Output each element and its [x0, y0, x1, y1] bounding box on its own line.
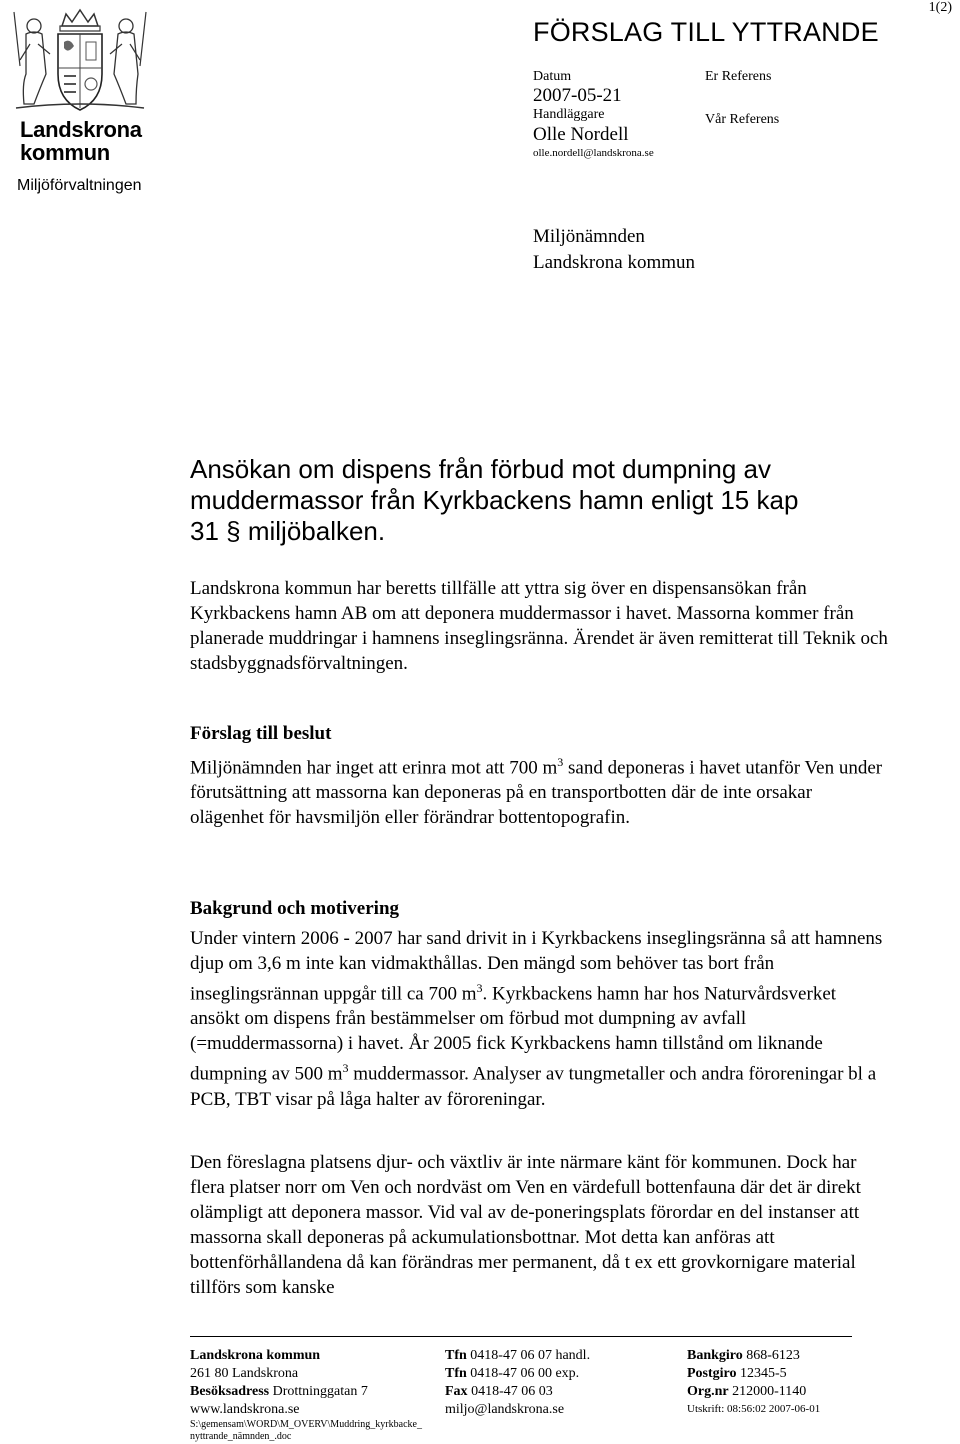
document-type-heading: FÖRSLAG TILL YTTRANDE	[533, 17, 879, 47]
var-referens-label: Vår Referens	[705, 112, 780, 127]
footer-visiting-address	[190, 1383, 440, 1401]
handlaggare-email: olle.nordell@landskrona.se	[533, 147, 654, 159]
footer-bankgiro-label: Bankgiro	[687, 1348, 743, 1363]
footer-fax	[445, 1383, 675, 1401]
bakgrund-text-c: muddermassor. Analyser av tungmetaller och andra föroreningar bl a PCB, TBT visar på låga halter av föroreningar.	[190, 1063, 877, 1110]
coat-of-arms-icon	[4, 4, 156, 116]
logo-line-2: kommun	[20, 140, 110, 165]
logo-text	[20, 118, 160, 164]
bakgrund-text-b: . Kyrkbackens hamn har hos Naturvårdsverket ansökt om dispens från bestämmelser om förbud mot dumpning av avfall (=muddermassorna) i havet. År 2005 fick Kyrkbackens hamn tillstånd om liknande dumpning av 500 m	[190, 983, 837, 1085]
footer-orgnr-label: Org.nr	[687, 1384, 729, 1399]
bakgrund-paragraph-1	[190, 926, 890, 1112]
footer-email-link[interactable]: miljo@landskrona.se	[445, 1402, 565, 1417]
footer-contact-column	[445, 1347, 675, 1419]
title-line-2: muddermassor från Kyrkbackens hamn enligt 15 kap	[190, 485, 799, 515]
title-line-1: Ansökan om dispens från förbud mot dumpning av	[190, 454, 772, 484]
footer-org-name: Landskrona kommun	[190, 1348, 321, 1363]
footer-website-link[interactable]: www.landskrona.se	[190, 1402, 300, 1417]
footer-orgnr	[687, 1383, 887, 1401]
footer-file-path-2: nyttrande_nämnden_.doc	[190, 1431, 292, 1442]
footer-phone-2	[445, 1365, 675, 1383]
department-name: Miljöförvaltningen	[17, 177, 142, 194]
footer-divider	[190, 1336, 852, 1337]
footer-postgiro-value: 12345-5	[736, 1366, 787, 1381]
recipient	[533, 224, 695, 276]
bakgrund-paragraph-2: Den föreslagna platsens djur- och växtliv är inte närmare känt för kommunen. Dock har flera platser norr om Ven och nordväst om Ven en värdefull bottenfauna där det är direkt olämpligt att deponera massor. Vid val av de-poneringsplats förordar en del instanser att massorna skall deponeras på ackumulationsbottnar. Mot detta kan anföras att bottenförhållandena då kan förändras mer permanent, då t ex ett grovkornigare material tillförs som kanske	[190, 1152, 861, 1298]
bakgrund-sup-b: 3	[342, 1061, 349, 1076]
footer-phone-1	[445, 1347, 675, 1365]
recipient-line-2: Landskrona kommun	[533, 252, 696, 273]
footer-besok-label: Besöksadress	[190, 1384, 270, 1399]
recipient-line-1: Miljönämnden	[533, 226, 645, 247]
page-number: 1(2)	[928, 0, 952, 15]
footer-orgnr-value: 212000-1140	[728, 1384, 807, 1399]
footer-postgiro-label: Postgiro	[687, 1366, 737, 1381]
footer-tfn-value-2: 0418-47 06 00 exp.	[466, 1366, 580, 1381]
footer-bankgiro-value: 868-6123	[742, 1348, 800, 1363]
logo-line-1: Landskrona	[20, 117, 142, 142]
intro-paragraph: Landskrona kommun har beretts tillfälle att yttra sig över en dispensansökan från Kyrkbackens hamn AB om att deponera muddermassor i havet. Massorna kommer från planerade muddringar i hamnens inseglingsränna. Ärendet är även remitterat till Teknik och stadsbyggnadsförvaltningen.	[190, 578, 888, 674]
footer-tfn-label-1: Tfn	[445, 1348, 467, 1363]
bakgrund-sup-a: 3	[476, 981, 483, 995]
forslag-sup: 3	[557, 755, 564, 769]
coat-of-arms-logo	[4, 4, 156, 116]
datum-label: Datum	[533, 69, 572, 84]
footer-fax-value: 0418-47 06 03	[467, 1384, 553, 1399]
handlaggare-value: Olle Nordell	[533, 124, 629, 145]
footer-besok-value: Drottninggatan 7	[269, 1384, 368, 1399]
datum-value: 2007-05-21	[533, 85, 622, 106]
footer-payment-column	[687, 1347, 887, 1417]
forslag-text-a: Miljönämnden har inget att erinra mot att 700 m	[190, 757, 558, 779]
bakgrund-heading: Bakgrund och motivering	[190, 898, 400, 919]
er-referens-label: Er Referens	[705, 69, 772, 84]
bakgrund-text-a: Under vintern 2006 - 2007 har sand drivit in i Kyrkbackens inseglingsränna så att hamnens djup om 3,6 m inte kan vidmakthållas. Den mängd som behöver tas bort från inseglingsrännan uppgår till ca 700 m	[190, 928, 883, 1005]
header-meta	[533, 68, 713, 160]
footer-fax-label: Fax	[445, 1384, 468, 1399]
document-title	[190, 454, 930, 547]
forslag-text-b: sand deponeras i havet utanför Ven under förutsättning att massorna kan deponeras på en transportbotten där de inte orsakar olägenhet för havsmiljön eller förändrar bottentopografin.	[190, 757, 883, 829]
footer-postal-address: 261 80 Landskrona	[190, 1366, 299, 1381]
footer-tfn-label-2: Tfn	[445, 1366, 467, 1381]
title-line-3: 31 § miljöbalken.	[190, 516, 386, 546]
footer-address-column	[190, 1347, 440, 1443]
footer-postgiro	[687, 1365, 887, 1383]
footer-tfn-value-1: 0418-47 06 07 handl.	[466, 1348, 591, 1363]
footer-file-path-1: S:\gemensam\WORD\M_OVERV\Muddring_kyrkbacke_	[190, 1419, 422, 1430]
forslag-paragraph	[190, 750, 890, 830]
footer-bankgiro	[687, 1347, 887, 1365]
handlaggare-label: Handläggare	[533, 107, 605, 122]
forslag-heading: Förslag till beslut	[190, 723, 332, 744]
footer-print-timestamp: Utskrift: 08:56:02 2007-06-01	[687, 1403, 821, 1415]
